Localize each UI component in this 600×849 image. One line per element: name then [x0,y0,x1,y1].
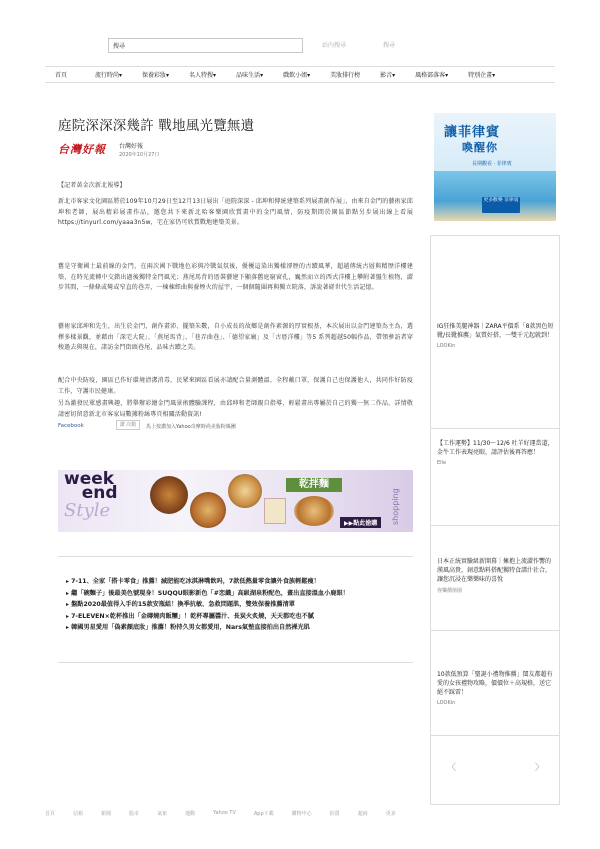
footer-link[interactable]: 更多 [385,811,396,817]
divider [430,428,560,429]
sidebar-article-source: LOOKin [437,700,456,706]
like-count-button[interactable]: 讚 次數 [116,420,140,430]
food-dish-image [228,474,262,508]
nav-item-beauty[interactable]: 保養彩妝▾ [142,72,170,79]
article-paragraph: 配合中央防疫，園區已作好環境清潔消毒，民眾來園區看展亦請配合量測體溫、全程戴口罩，保護自己也保護他人，共同作好防疫工作，守護市民健康。 [58,377,413,395]
sidebar-article-card[interactable] [437,557,555,594]
footer-link[interactable]: Yahoo TV [213,810,236,816]
related-article-link[interactable]: ▸ 韓國男星愛用「偽素顏底妝」推薦！粉持久男女都愛用，Nars氣墊直接拍出自然裸光肌 [66,622,421,634]
promo-style-text: Style [64,500,111,521]
nav-item-ranking[interactable]: 美妝排行榜 [330,72,361,79]
nav-item-fashion[interactable]: 流行時尚▾ [95,72,123,79]
fan-page-follow-text[interactable]: 馬上按讚加入Yahoo奇摩時尚美妝粉絲團 [146,424,236,430]
footer-link[interactable]: 首頁 [45,811,56,817]
nav-item-bloggers[interactable]: 風格部落客▾ [415,72,449,79]
related-articles-list [66,576,421,634]
footer-link[interactable]: 信箱 [73,811,84,817]
sidebar-article-title[interactable]: 日本正統實驗級新開幕｜擁抱上流澀作響的漢風高貴，創意點料搭配獨特食譜汁社合，讓您沉浸在樂樂味的喜悅 [437,558,552,583]
carousel-prev-button[interactable]: 〈 [447,763,457,773]
related-article-link[interactable]: ▸ 繼「碗麵子」後最美色號現身！SUQQU眼影新色「#恋織」高級湖泉粉配色，畫出直接溫血小鹿眼！ [66,588,421,600]
article-title: 庭院深深深幾許 戰地風光覽無遺 [58,118,255,134]
food-dish-image [294,496,334,526]
sidebar-article-title[interactable]: IG狂推美腿神器｜ZARA平價系「8款黑色短靴/長靴推薦」氣質好搭，一雙千元起就到！ [437,323,554,339]
publisher-logo[interactable]: 台灣好報 [58,143,106,156]
article-date: 2020年10月27日 [119,152,160,158]
divider [58,556,413,557]
article-byline: 【記者黃金次新北報導】 [58,182,126,189]
article-author[interactable]: 台灣好報 [119,143,144,150]
sidebar-frame [430,235,560,735]
facebook-share-link[interactable]: Facebook [58,423,84,429]
site-search-button[interactable]: 站內搜尋 [322,42,347,49]
food-dish-image [190,492,226,528]
footer-link[interactable]: 新聞 [101,811,112,817]
promo-shopping-text: shopping [391,488,400,525]
web-search-button[interactable]: 搜尋 [383,42,396,49]
nav-item-celebrity[interactable]: 名人特搜▾ [189,72,217,79]
footer-link[interactable]: 運動 [185,811,196,817]
nav-item-lifestyle[interactable]: 品味生活▾ [236,72,264,79]
divider [430,630,560,631]
article-paragraph: 舊是守衛國土最前線的金門，在兩次國下戰地色彩與冷戰氣氛後，優擾這染出獨樣卻歷的古蹟風華，超越傳統古層與精歷洋樓建築，在時光流轉中交錯出過後獨特金門風光；燕尾馬背的厝裝藝建下顯落舊庭窮窗孔，巍然而立的西式洋樓上攀附著盤生植物，澀步其間，一條條或彎或窄直的巷弄，一棟棟經曲與養煙火的屋宇，一個個隨圍再與獨立院落，訴說著磋世代生活記憶。 [58,263,413,291]
main-nav [45,66,555,83]
divider [430,235,560,236]
nav-item-drinks[interactable]: 戲飲小姐▾ [283,72,311,79]
footer-link[interactable]: 超商 [357,811,368,817]
footer-link[interactable]: 拍賣 [329,811,340,817]
beach-image [434,171,556,221]
ad-subtitle: 喚醒你 [462,141,498,154]
article-paragraph: 新北市客家文化園區將於109年10月29日至12月13日展出「庭院深深 - 邱坤和傳統建築系列展畫創作展」，由來自金門的藝術家邱坤和老師，展出精彩展畫作品，邀您共下來新北哈客樂園欣賞畫中的金門風情，防疫期間於園區節點另步展出線上看展https://tinyurl.com/yaaa3n5w，宅在家仍可欣賞戰地建築美景。 [58,198,413,226]
footer-link[interactable]: 購物中心 [291,811,312,817]
promo-weekend-text: week end [64,470,118,503]
sidebar-article-card[interactable] [437,322,555,349]
ad-brand-logo: 更多歡樂 菲律賓 [482,197,520,213]
footer-links [45,810,414,817]
related-article-link[interactable]: ▸ 盤點2020最值得入手的15款安瓶組！換季抗敏、急救問題肌，雙效保養推薦清單 [66,599,421,611]
nav-item-special[interactable]: 特別企畫▾ [468,72,496,79]
divider [430,525,560,526]
ad-small-text: 長期觀看 · 菲律賓 [472,161,512,167]
promo-banner[interactable] [58,470,413,532]
promo-product-label: 乾拌麵 [286,478,342,492]
ad-title: 讓菲律賓 [444,125,501,140]
sidebar-article-card[interactable] [437,439,555,466]
nav-item-video[interactable]: 影音▾ [380,72,396,79]
footer-link[interactable]: 股市 [129,811,140,817]
search-input[interactable]: 搜尋 [108,38,303,53]
footer-link[interactable]: App下載 [253,811,274,817]
sidebar-article-title[interactable]: 【工作運勢】11/30～12/6 吐羊好運當道，金牛工作表現亮眼，請評估後再答應！ [437,440,554,456]
related-article-link[interactable]: ▸ 7-ELEVEN×乾杯推出「金磚燒肉飯糰」！乾杯專屬醬汁、長炭火炙燒，天天都吃也不膩 [66,611,421,623]
carousel-next-button[interactable]: 〉 [535,763,545,773]
sidebar-article-source: LOOKin [437,343,456,349]
sidebar-article-source: 客樂價值園 [437,588,463,594]
related-article-link[interactable]: ▸ 7-11、全家「搭卡零食」推薦！減肥能吃冰淇淋嘴飲吗，7款低熱量零食讓外食族輕鬆瘦！ [66,576,421,588]
sidebar-article-card[interactable] [437,670,555,706]
product-package-image [264,498,286,524]
article-paragraph: 另為激發民眾感畫興趣，將舉辦彩繪金門風景術體驗課程，由邱坤和老師親自指導，輕鬆畫出專屬於自己的獨一無二作品，詳情敬請密切留意新北市客家局數據粉絲專頁相關活動資訊! [58,400,413,418]
footer-link[interactable]: 氣象 [157,811,168,817]
article-paragraph: 藝術家邱坤和先生，出生於金門，創作畫沛、擺築朱數，自小成長的故鄉是創作素源的厚實根基，本次展出以金門建築為主為，選擇多樣景觀，並藉由「深宅大院」、「燕尾馬背」、「巷弄曲巷」、「德望家廟」及「古厝洋樓」等5 系列超越50幅作品，帶領參訪者穿梭過去與現在，諸訪金門街頭巷尾，品味古蹟之美。 [58,323,413,351]
nav-item-home[interactable]: 首頁 [55,72,68,79]
promo-buy-button[interactable]: ▶▶點此搶購 [340,517,381,528]
food-dish-image [150,476,188,514]
sidebar-article-title[interactable]: 10款低預算「聖誕小禮物推薦」閨友都超有愛的女孩禮物攻略，價價位＋高規格，送它絕不踩雷！ [437,671,553,696]
sidebar-ad-banner[interactable] [434,113,556,221]
sidebar-article-source: Elle [437,460,447,466]
divider [58,662,413,663]
